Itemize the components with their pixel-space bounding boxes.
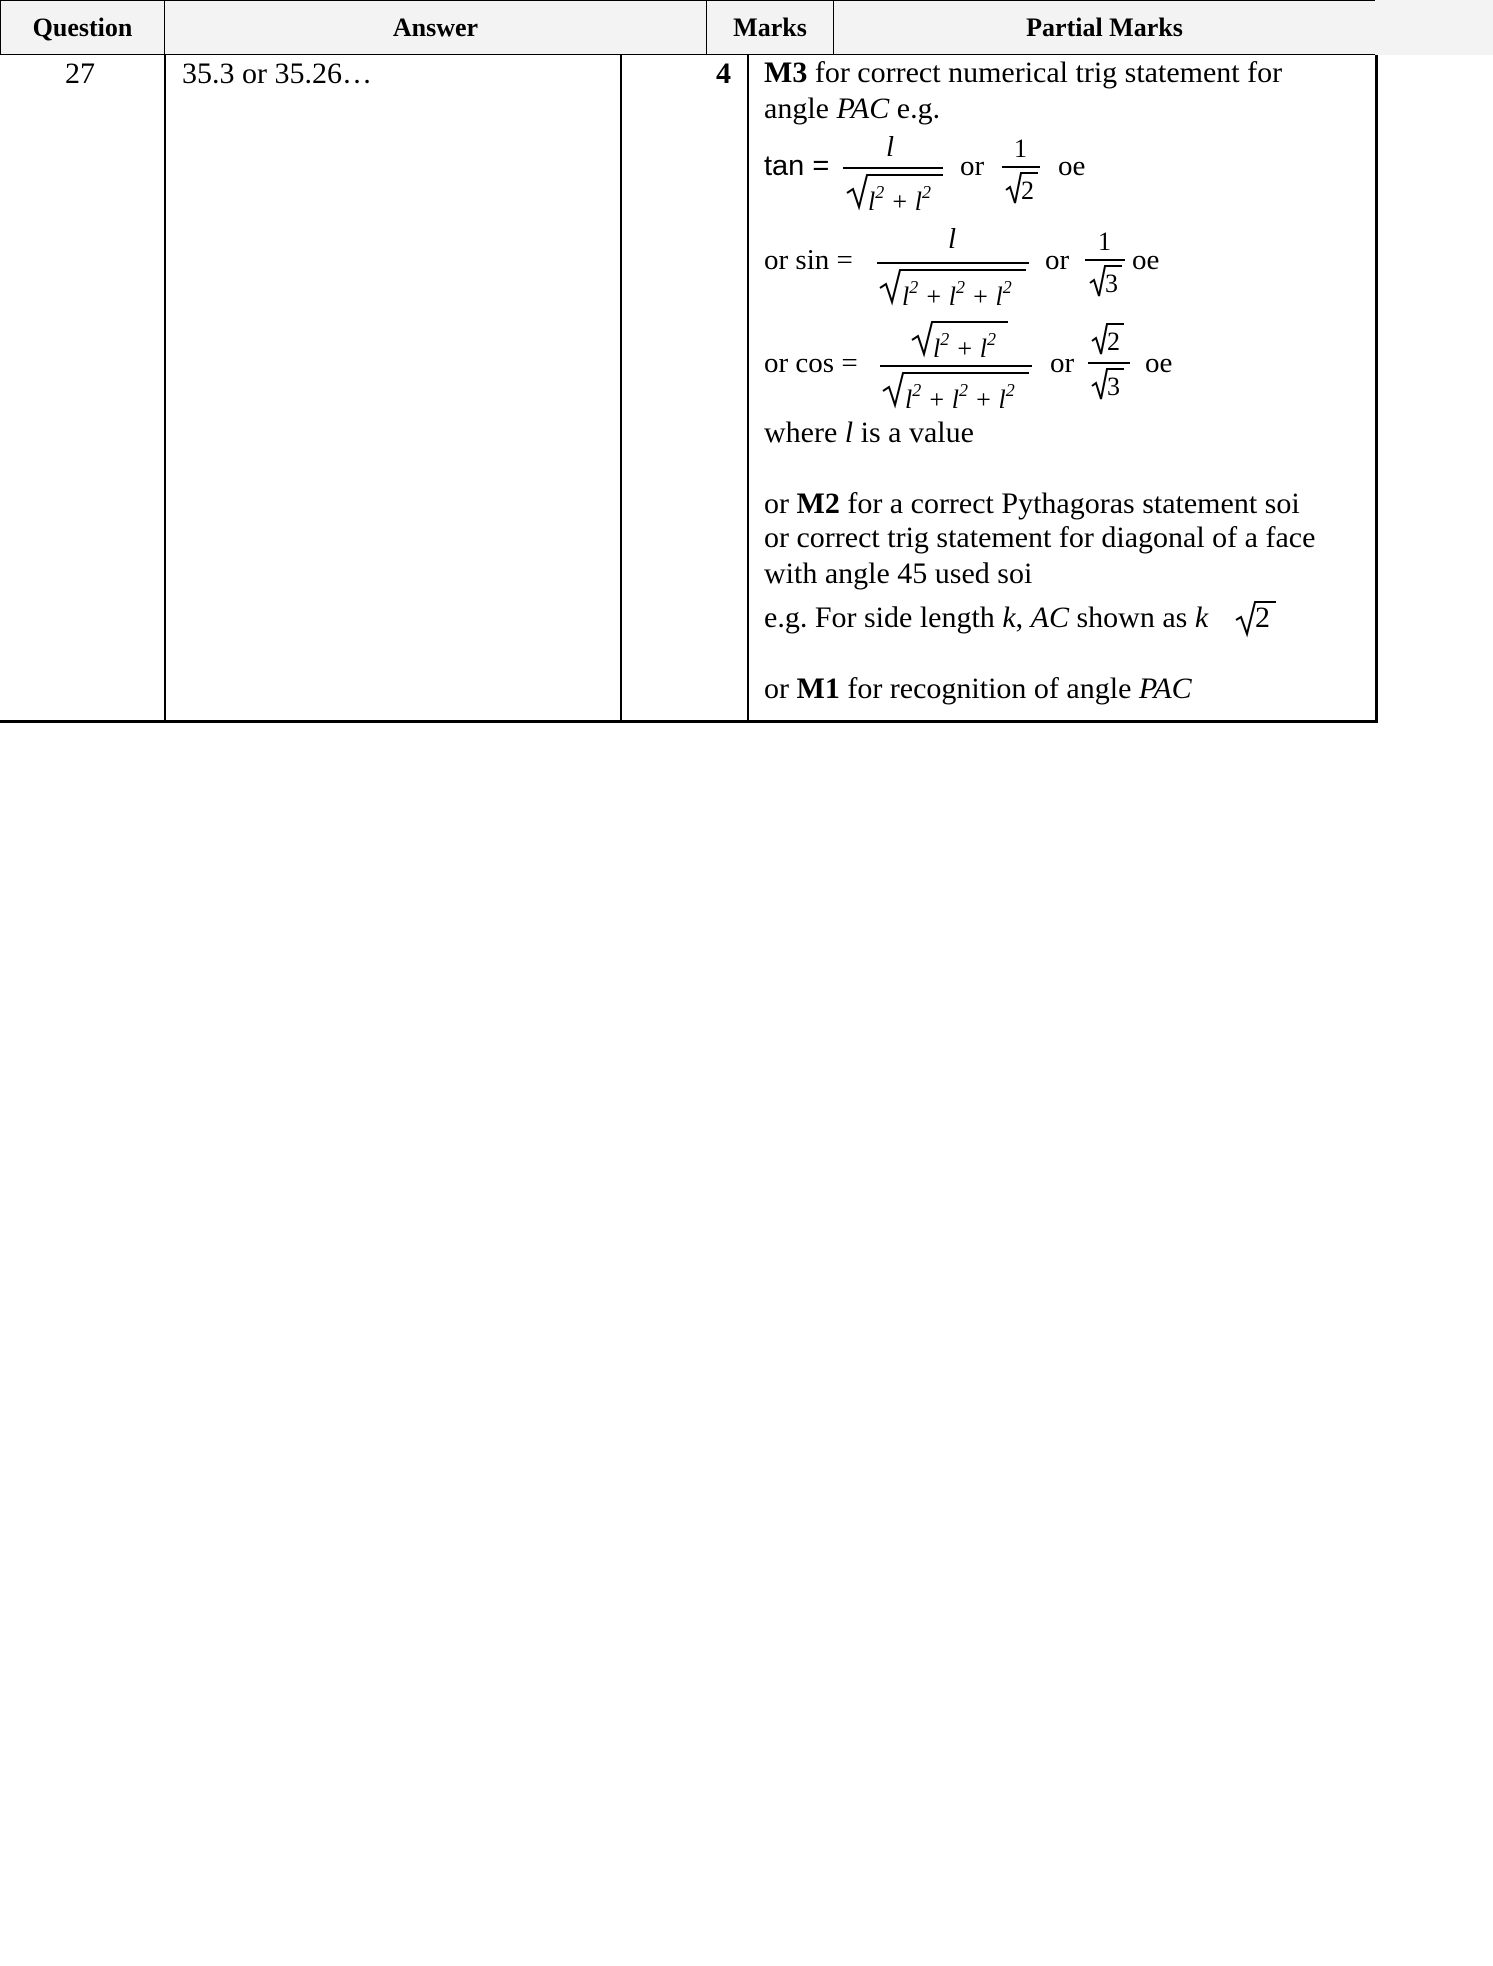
eg-pre: e.g. For side length [764, 601, 1003, 634]
question-number: 27 [65, 57, 95, 90]
m1-pre: or [764, 672, 797, 705]
cos-alt-denominator: 3 [1107, 372, 1120, 401]
tan-label: tan = [764, 150, 830, 182]
eg-root-value: 2 [1255, 601, 1270, 634]
m2-line-3: with angle 45 used soi [764, 557, 1033, 590]
header-question: Question [0, 0, 165, 55]
m3-label: M3 [764, 56, 808, 89]
header-marks: Marks [706, 0, 834, 55]
where-pre: where [764, 416, 845, 449]
angle-line [764, 91, 940, 127]
divider-right-edge [1375, 55, 1378, 722]
tan-fraction-bar [843, 167, 943, 169]
angle-name: PAC [836, 92, 890, 125]
sin-denominator: $l^2 + l^2 + l^2$ [902, 277, 1012, 311]
m3-text: for correct numerical trig statement for [807, 56, 1283, 89]
tan-alt-bar [1002, 166, 1040, 168]
eg-k: k [1002, 601, 1016, 634]
answer-value: 35.3 or 35.26… [182, 57, 372, 90]
where-post: is a value [853, 416, 974, 449]
sin-alt-denominator: 3 [1105, 269, 1118, 298]
marks-value: 4 [716, 57, 731, 90]
tan-numerator: l [886, 131, 895, 163]
sin-label: or sin = [764, 244, 853, 276]
eg-ac: AC [1030, 601, 1069, 634]
sin-alt-numerator: 1 [1098, 227, 1111, 256]
tan-or: or [960, 150, 985, 182]
cos-denominator: $l^2 + l^2 + l^2$ [905, 380, 1015, 414]
where-variable: l [844, 416, 854, 449]
divider-marks-partial [747, 55, 749, 722]
m2-line [764, 486, 1300, 522]
example-line [764, 600, 1208, 636]
eg-mid: , [1015, 601, 1031, 634]
cos-alt-numerator: 2 [1107, 327, 1120, 356]
eg-post: shown as [1068, 601, 1195, 634]
tan-denominator: $l^2 + l^2$ [868, 182, 932, 216]
m1-text: for recognition of angle [839, 672, 1139, 705]
tan-oe: oe [1058, 150, 1086, 182]
sin-alt-bar [1085, 259, 1125, 261]
m1-angle: PAC [1138, 672, 1192, 705]
sin-oe: oe [1132, 244, 1160, 276]
header-shade [1375, 0, 1493, 55]
sin-fraction-bar [877, 262, 1029, 264]
angle-pre: angle [764, 92, 837, 125]
m2-text: for a correct Pythagoras statement soi [839, 487, 1300, 520]
divider-question-answer [164, 55, 166, 722]
sin-numerator: l [948, 223, 957, 255]
angle-post: e.g. [889, 92, 941, 125]
cos-oe: oe [1145, 347, 1173, 379]
cos-fraction-bar [880, 365, 1032, 367]
table-bottom-border [0, 720, 1378, 723]
sin-or: or [1045, 244, 1070, 276]
m2-line-2: or correct trig statement for diagonal of a face [764, 521, 1316, 554]
m1-line [764, 671, 1192, 707]
cos-numerator: $l^2 + l^2$ [933, 329, 997, 363]
header-answer: Answer [164, 0, 707, 55]
where-line [764, 415, 974, 451]
cos-or: or [1050, 347, 1075, 379]
m3-line [764, 55, 1282, 91]
m1-label: M1 [796, 672, 840, 705]
tan-alt-numerator: 1 [1014, 134, 1027, 163]
tan-alt-denominator: 2 [1021, 176, 1034, 205]
cos-label: or cos = [764, 347, 858, 379]
cos-alt-bar [1088, 362, 1130, 364]
header-partial-marks: Partial Marks [833, 0, 1376, 55]
m2-pre: or [764, 487, 797, 520]
divider-answer-marks [620, 55, 622, 722]
m2-label: M2 [796, 487, 840, 520]
eg-k2: k [1194, 601, 1209, 634]
